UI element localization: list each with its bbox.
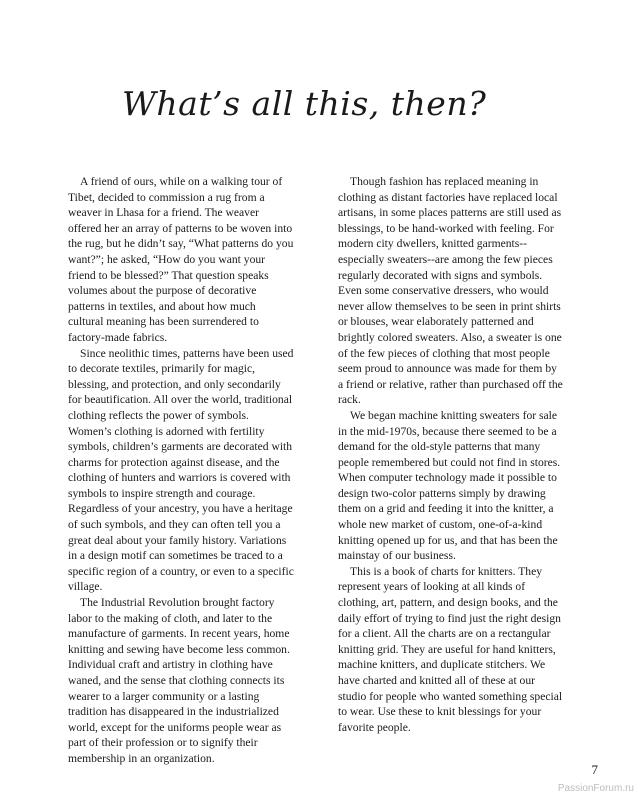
page-number: 7 — [591, 762, 598, 777]
paragraph-right-1: Though fashion has replaced meaning in clothing as distant factories have replaced local artisans, in some places patterns are still used as blessings, to be hand-worked with feeling. For modern city dwellers, knitted garments--especially sweaters--are among the few pieces regularly decorated with signs and symbols. Even some conservative dressers, who would never allow themselves to be seen in print shirts or blouses, wear elaborately patterned and brightly colored sweaters. Also, a sweater is one of the few pieces of clothing that most people seem proud to announce was made for them by a friend or relative, rather than purchased off the rack. — [338, 175, 563, 407]
paragraph-right-2: We began machine knitting sweaters for sale in the mid-1970s, because there seemed to be a demand for the old-style patterns that many people remembered but could not find in stores. When computer technology made it possible to design two-color patterns simply by drawing them on a grid and feeding it into the knitter, a whole new market of custom, one-of-a-kind knitting opened up for us, and that has been the mainstay of our business. — [338, 408, 561, 563]
page-title: What’s all this, then? — [122, 84, 487, 123]
paragraph-left-2: Since neolithic times, patterns have been used to decorate textiles, primarily for magic, blessing, and protection, and only secondarily for beautification. All over the world, traditional clothing reflects the power of symbols. Women’s clothing is adorned with fertility symbols, children’s garments are decorated with charms for protection against disease, and the clothing of hunters and warriors is covered with symbols to inspire strength and courage. Regardless of your ancestry, you have a heritage of such symbols, and they can often tell you a great deal about your family history. Variations in a design motif can sometimes be traced to a specific region of a country, or even to a specific village. — [68, 346, 294, 594]
paragraph-left-3: The Industrial Revolution brought factory labor to the making of cloth, and later to the manufacture of garments. In recent years, home knitting and sewing have become less common. Individual craft and artistry in clothing have waned, and the sense that clothing connects its wearer to a larger community or a lasting tradition has disappeared in the industrialized world, except for the uniforms people wear as part of their profession or to signify their membership in an organization. — [68, 596, 290, 765]
paragraph-left-1: A friend of ours, while on a walking tour of Tibet, decided to commission a rug from a weaver in Lhasa for a friend. The weaver offered her an array of patterns to be woven into the rug, but he didn’t say, “What patterns do you want?”; he asked, “How do you want your friend to be blessed?” That question speaks volumes about the purpose of decorative patterns in textiles, and about how much cultural meaning has been surrendered to factory-made fabrics. — [68, 175, 294, 344]
right-text-column — [338, 174, 564, 735]
left-text-column — [68, 174, 294, 767]
watermark: PassionForum.ru — [557, 783, 634, 794]
paragraph-right-3: This is a book of charts for knitters. They represent years of looking at all kinds of clothing, art, pattern, and design books, and the daily effort of trying to find just the right design for a client. All the charts are on a rectangular knitting grid. They are useful for hand knitters, machine knitters, and duplicate stitchers. We have charted and knitted all of these at our studio for people who wanted something special to wear. Use these to knit blessings for your favorite people. — [338, 564, 563, 734]
